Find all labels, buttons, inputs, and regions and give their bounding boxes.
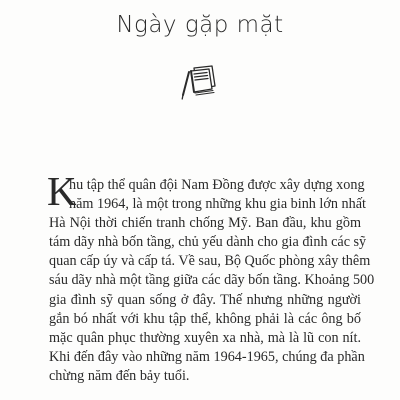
text-line: sáu dãy nhà một tầng giữa các dãy bốn tầng. Khoảng 500 xyxy=(49,272,375,289)
text-line: gia đình sỹ quan sống ở đây. Thế nhưng những người xyxy=(49,291,361,308)
chapter-title: Ngày gặp mặt xyxy=(116,12,284,38)
text-line: hu tập thể quân đội Nam Đồng được xây dựng xong xyxy=(69,177,365,193)
chapter-body xyxy=(49,176,375,386)
text-line: chừng năm đến bảy tuổi. xyxy=(49,367,190,384)
text-line: năm 1964, là một trong những khu gia binh lớn nhất xyxy=(69,196,366,213)
text-line: quan cấp úy và cấp tá. Về sau, Bộ Quốc phòng xây thêm xyxy=(49,253,371,270)
text-line: Hà Nội thời chiến tranh chống Mỹ. Ban đầu, khu gồm xyxy=(49,215,361,232)
text-line: Khi đến đây vào những năm 1964-1965, chúng đa phần xyxy=(49,348,365,365)
drop-cap-letter: K xyxy=(47,168,77,214)
text-line: mặc quân phục thường xuyên xa nhà, mà là lũ con nít. xyxy=(49,329,361,346)
book-and-pen-icon xyxy=(178,62,222,102)
text-line: tám dãy nhà bốn tầng, chủ yếu dành cho gia đình các sỹ xyxy=(49,234,367,251)
text-line: gắn bó nhất với khu tập thể, không phải là các ông bố xyxy=(49,310,361,327)
